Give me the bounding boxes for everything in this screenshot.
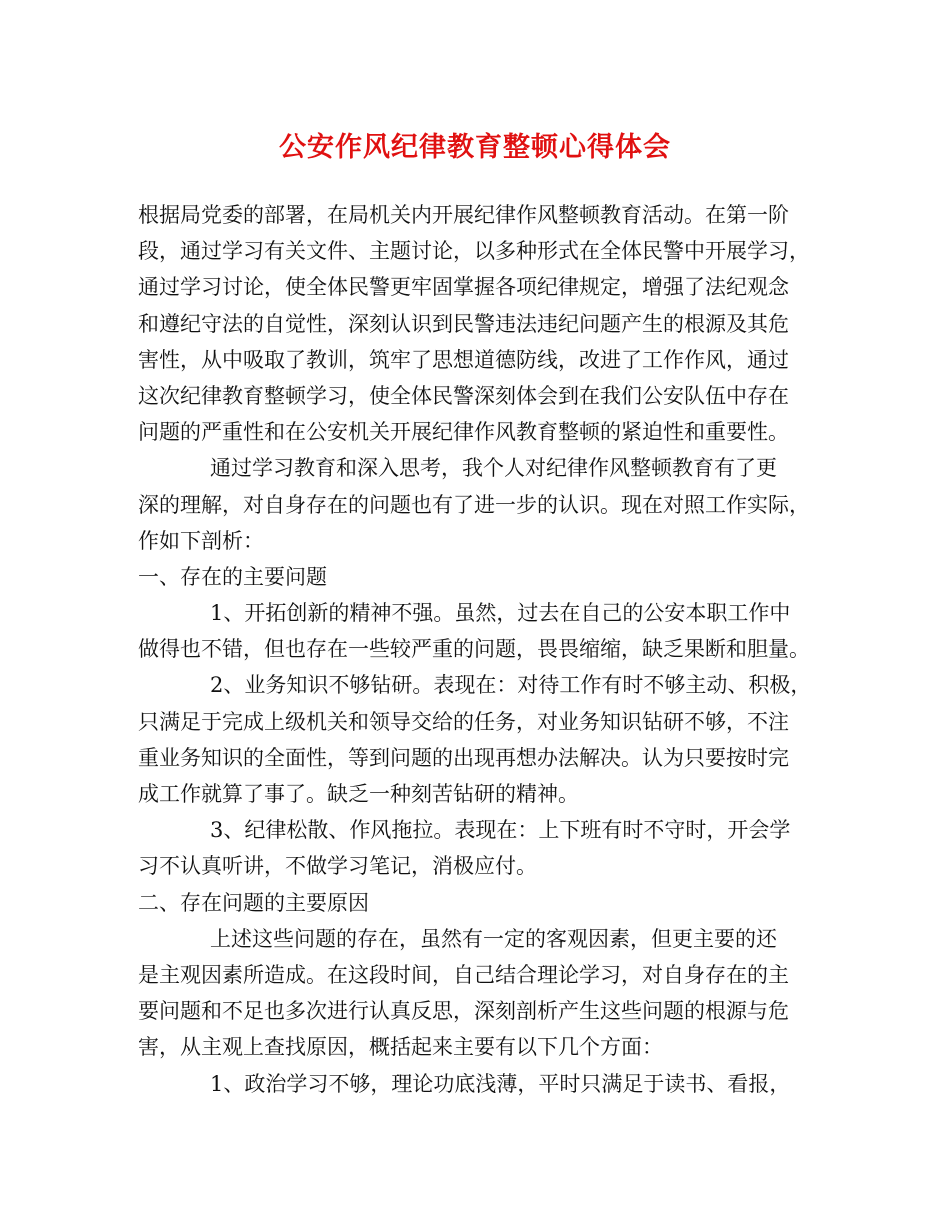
body-line: 习不认真听讲，不做学习笔记，消极应付。	[138, 854, 537, 879]
body-line: 1、政治学习不够，理论功底浅薄，平时只满足于读书、看报，	[210, 1071, 791, 1096]
body-line: 重业务知识的全面性，等到问题的出现再想办法解决。认为只要按时完	[138, 745, 789, 770]
body-line: 和遵纪守法的自觉性，深刻认识到民警违法违纪问题产生的根源及其危	[138, 311, 789, 336]
body-line: 二、存在问题的主要原因	[138, 890, 369, 915]
body-line: 通过学习讨论，使全体民警更牢固掌握各项纪律规定，增强了法纪观念	[138, 275, 789, 300]
body-line: 段，通过学习有关文件、主题讨论，以多种形式在全体民警中开展学习，	[138, 239, 810, 264]
document-body	[138, 197, 828, 1102]
body-line: 上述这些问题的存在，虽然有一定的客观因素，但更主要的还	[210, 926, 777, 951]
body-line: 一、存在的主要问题	[138, 564, 327, 589]
body-line: 3、纪律松散、作风拖拉。表现在：上下班有时不守时，开会学	[210, 818, 791, 843]
body-line: 问题的严重性和在公安机关开展纪律作风教育整顿的紧迫性和重要性。	[138, 420, 789, 445]
body-line: 2、业务知识不够钻研。表现在：对待工作有时不够主动、积极，	[210, 673, 812, 698]
body-line: 这次纪律教育整顿学习，使全体民警深刻体会到在我们公安队伍中存在	[138, 383, 789, 408]
body-line: 害性，从中吸取了教训，筑牢了思想道德防线，改进了工作作风，通过	[138, 347, 789, 372]
body-line: 作如下剖析：	[138, 528, 264, 553]
body-line: 害，从主观上查找原因，概括起来主要有以下几个方面：	[138, 1035, 663, 1060]
body-line: 只满足于完成上级机关和领导交给的任务，对业务知识钻研不够，不注	[138, 709, 789, 734]
body-line: 1、开拓创新的精神不强。虽然，过去在自己的公安本职工作中	[210, 601, 791, 626]
body-line: 是主观因素所造成。在这段时间，自己结合理论学习，对自身存在的主	[138, 962, 789, 987]
body-line: 根据局党委的部署，在局机关内开展纪律作风整顿教育活动。在第一阶	[138, 203, 789, 227]
body-line: 成工作就算了事了。缺乏一种刻苦钻研的精神。	[138, 782, 579, 806]
body-line: 要问题和不足也多次进行认真反思，深刻剖析产生这些问题的根源与危	[138, 999, 789, 1024]
document-title: 公安作风纪律教育整顿心得体会	[279, 132, 671, 163]
body-line: 做得也不错，但也存在一些较严重的问题，畏畏缩缩，缺乏果断和胆量。	[138, 637, 810, 662]
body-line: 深的理解，对自身存在的问题也有了进一步的认识。现在对照工作实际，	[138, 492, 810, 517]
body-line: 通过学习教育和深入思考，我个人对纪律作风整顿教育有了更	[210, 456, 777, 481]
